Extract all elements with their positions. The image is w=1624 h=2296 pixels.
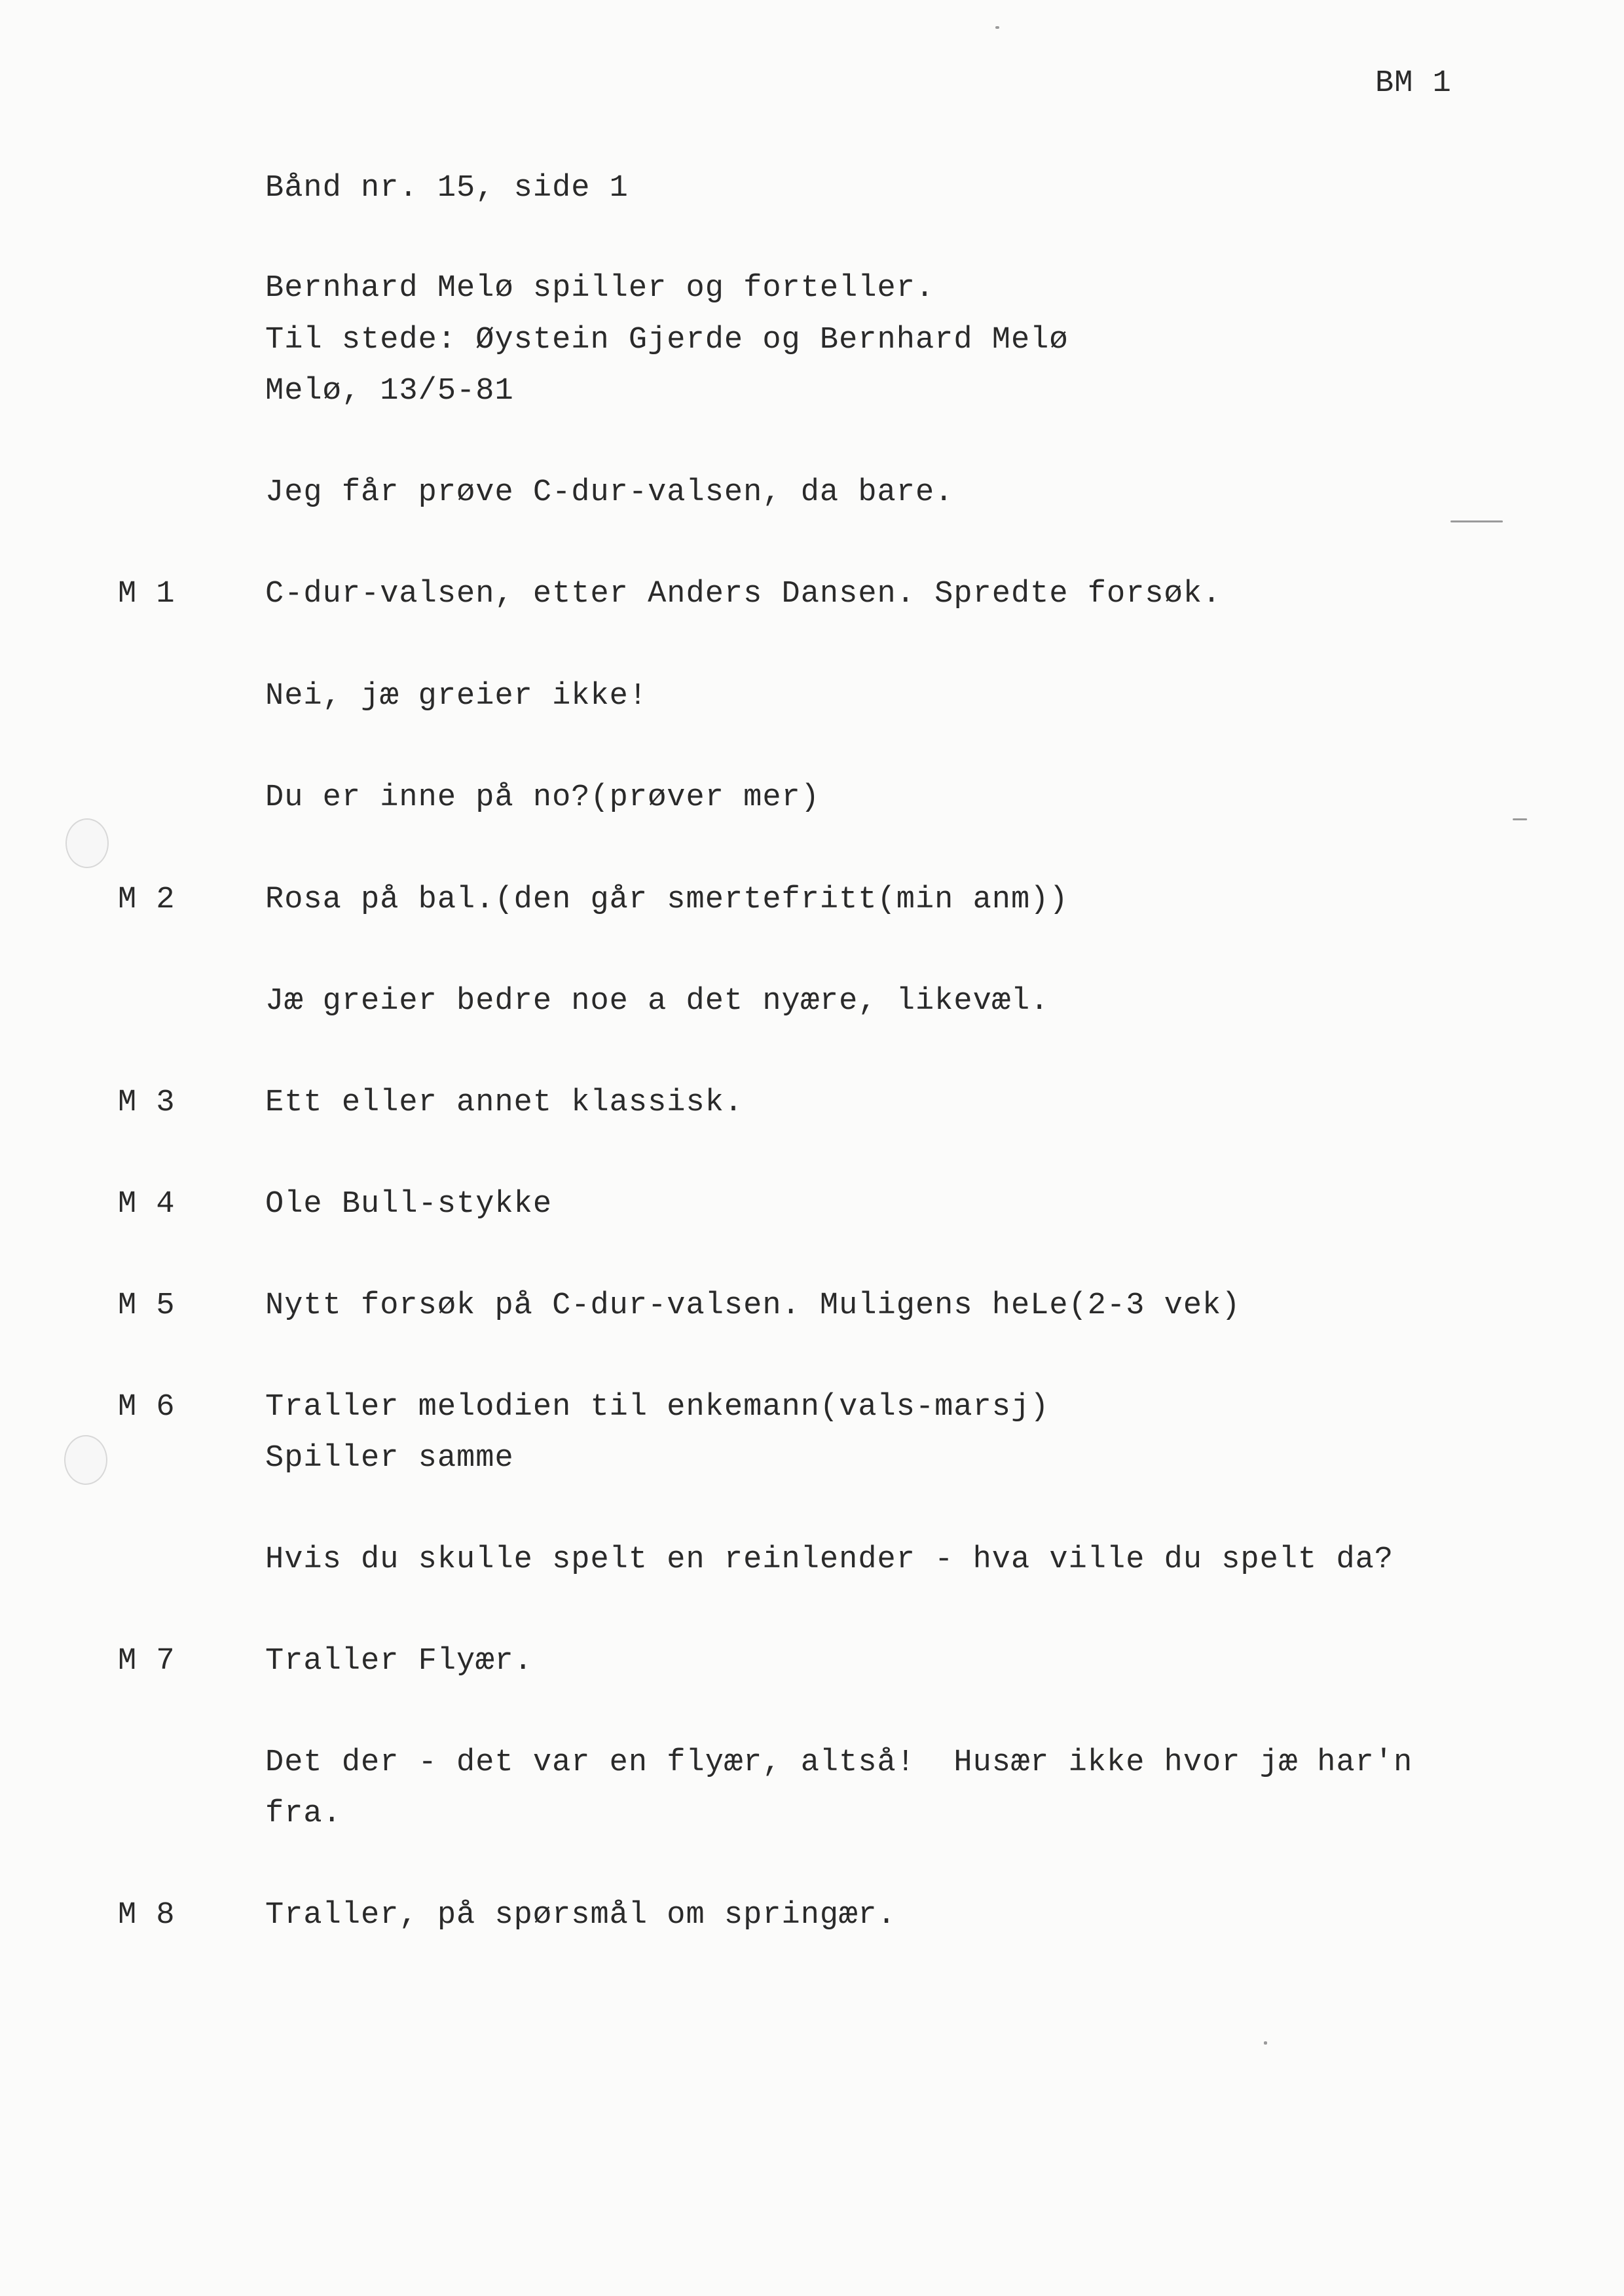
punch-hole-top bbox=[65, 818, 109, 868]
entry-text: Du er inne på no?(prøver mer) bbox=[265, 780, 820, 815]
entry-code: M 3 bbox=[118, 1085, 175, 1120]
punch-hole-bottom bbox=[64, 1435, 107, 1485]
speck-mark bbox=[1513, 818, 1527, 820]
entry-text: Traller Flyær. bbox=[265, 1644, 533, 1679]
entry-code: M 5 bbox=[118, 1288, 175, 1323]
entry-text: Ett eller annet klassisk. bbox=[265, 1085, 744, 1120]
entry-text: Det der - det var en flyær, altså! Husær ikke hvor jæ har'n bbox=[265, 1745, 1413, 1780]
speck-mark bbox=[1450, 520, 1503, 522]
entry-code: M 6 bbox=[118, 1390, 175, 1425]
tape-info: Bånd nr. 15, side 1 bbox=[265, 171, 629, 206]
entry-text: Traller, på spørsmål om springær. bbox=[265, 1898, 896, 1933]
entry-code: M 7 bbox=[118, 1644, 175, 1679]
entry-text: Ole Bull-stykke bbox=[265, 1187, 553, 1222]
entry-code: M 1 bbox=[118, 577, 175, 611]
entry-text: Hvis du skulle spelt en reinlender - hva ville du spelt da? bbox=[265, 1542, 1394, 1577]
entry-text: Jæ greier bedre noe a det nyære, likevæl. bbox=[265, 984, 1050, 1019]
speck-mark bbox=[995, 26, 999, 29]
entry-code: M 2 bbox=[118, 883, 175, 917]
entry-text: Jeg får prøve C-dur-valsen, da bare. bbox=[265, 475, 954, 510]
description: Bernhard Melø spiller og forteller. bbox=[265, 271, 935, 306]
entry-text: Rosa på bal.(den går smertefritt(min anm)) bbox=[265, 883, 1069, 917]
entry-text: fra. bbox=[265, 1796, 342, 1831]
speck-mark bbox=[1264, 2041, 1267, 2045]
entry-code: M 8 bbox=[118, 1898, 175, 1933]
place-date: Melø, 13/5-81 bbox=[265, 374, 514, 409]
entry-text: Traller melodien til enkemann(vals-marsj) bbox=[265, 1390, 1050, 1425]
entry-text: Nei, jæ greier ikke! bbox=[265, 679, 648, 714]
page-code: BM 1 bbox=[1375, 66, 1452, 101]
entry-code: M 4 bbox=[118, 1187, 175, 1222]
entry-text: Nytt forsøk på C-dur-valsen. Muligens heLe(2-3 vek) bbox=[265, 1288, 1241, 1323]
entry-text: Spiller samme bbox=[265, 1441, 514, 1476]
present-list: Til stede: Øystein Gjerde og Bernhard Melø bbox=[265, 323, 1069, 357]
entry-text: C-dur-valsen, etter Anders Dansen. Spredte forsøk. bbox=[265, 577, 1222, 611]
